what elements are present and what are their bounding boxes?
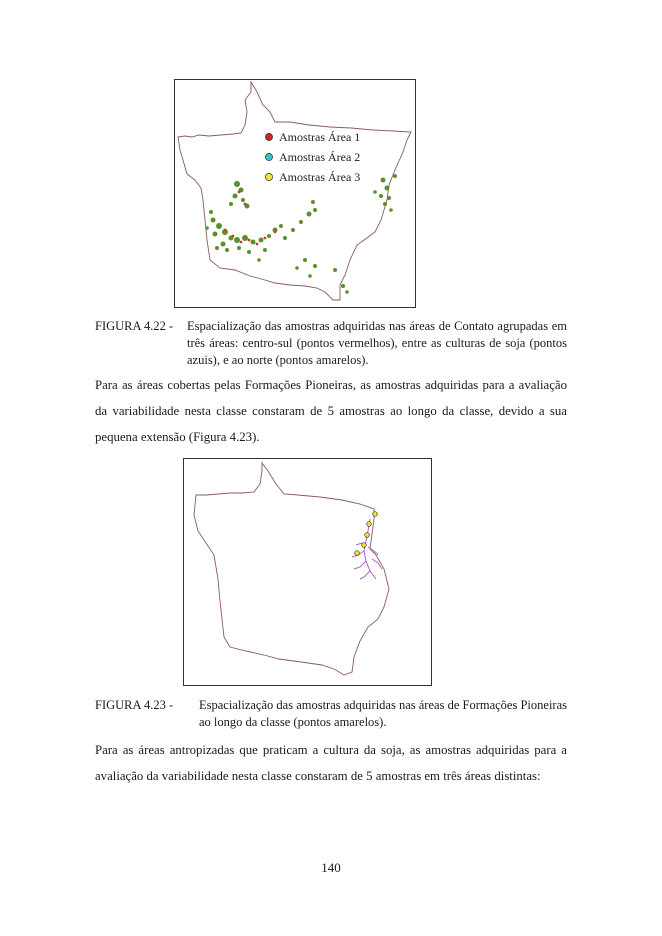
caption-label: FIGURA 4.23 - xyxy=(95,698,174,712)
mato-grosso-map-area-samples xyxy=(175,80,415,307)
paragraph-soy-cultivation: Para as áreas antropizadas que praticam a cultura da soja, as amostras adquiridas para a avaliação da variabilidade nesta classe constaram de 5 amostras em três áreas distintas: xyxy=(95,743,567,783)
legend-label-area-3: Amostras Área 3 xyxy=(279,170,361,184)
figure-4-23-caption xyxy=(95,697,567,731)
figure-4-23-map xyxy=(183,458,432,686)
legend-marker-area-2 xyxy=(265,153,272,160)
paragraph-pioneer-formations: Para as áreas cobertas pelas Formações Pioneiras, as amostras adquiridas para a avaliação da variabilidade nesta classe constaram de 5 amostras ao longo da classe, devido a sua pequena extensão (Figura 4.23). xyxy=(95,378,567,444)
figure-4-22-map xyxy=(174,79,416,308)
state-border xyxy=(194,463,389,675)
caption-text: Espacialização das amostras adquiridas nas áreas de Contato agrupadas em três áreas: centro-sul (pontos vermelhos), entre as culturas de soja (pontos azuis), e ao norte (pontos amarelos). xyxy=(187,319,567,367)
caption-text: Espacialização das amostras adquiridas nas áreas de Formações Pioneiras ao longo da classe (pontos amarelos). xyxy=(199,698,567,729)
legend-label-area-1: Amostras Área 1 xyxy=(279,130,361,144)
mato-grosso-map-pioneer xyxy=(184,459,431,685)
caption-label: FIGURA 4.22 - xyxy=(95,319,174,333)
legend-label-area-2: Amostras Área 2 xyxy=(279,150,361,164)
map-legend xyxy=(265,130,360,184)
pioneer-formations xyxy=(352,519,382,579)
legend-marker-area-3 xyxy=(265,173,272,180)
contact-areas xyxy=(205,174,397,294)
legend-marker-area-1 xyxy=(265,133,272,140)
page-number: 140 xyxy=(321,860,341,875)
figure-4-22-caption xyxy=(95,318,567,369)
